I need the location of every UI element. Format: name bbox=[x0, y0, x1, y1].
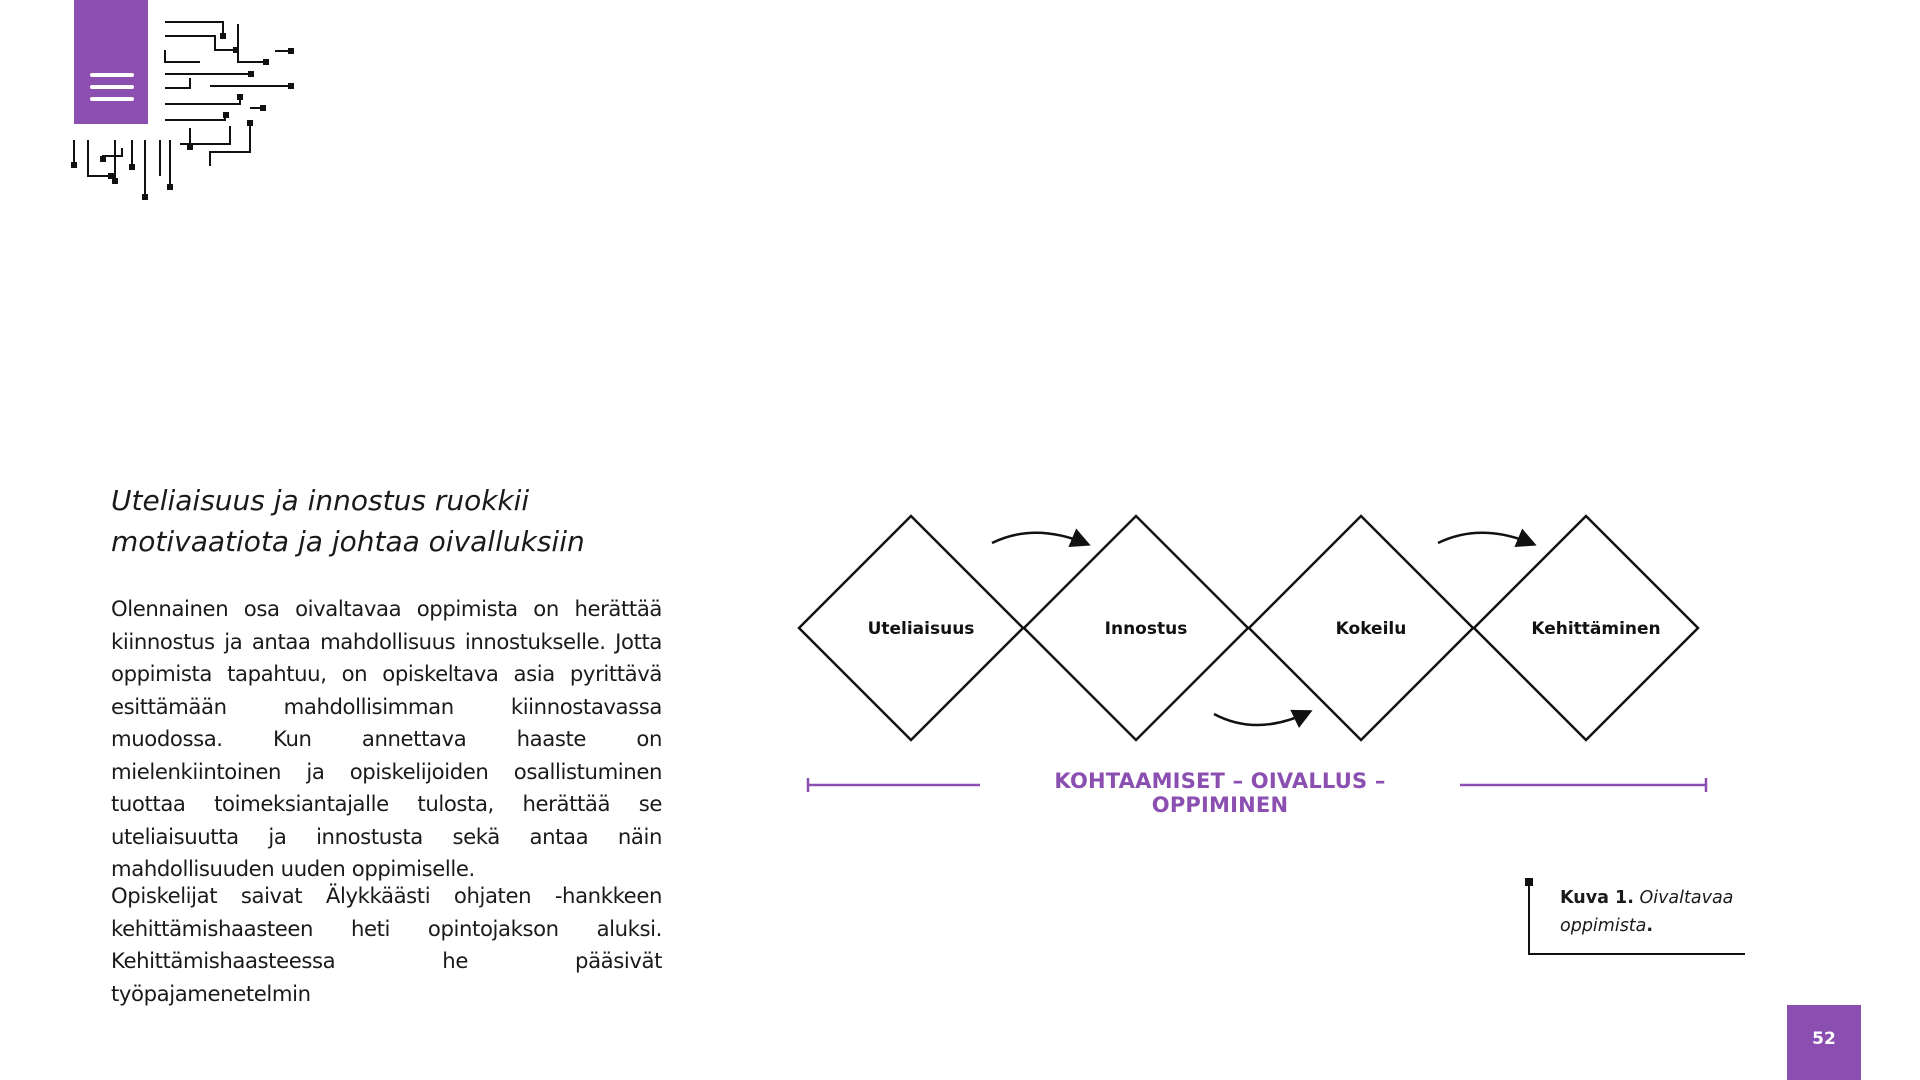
circuit-pattern-icon bbox=[70, 16, 310, 216]
axis-label: KOHTAAMISET – OIVALLUS – OPPIMINEN bbox=[1054, 769, 1386, 817]
stage-label-1: Uteliaisuus bbox=[867, 619, 975, 639]
figure-caption bbox=[1525, 878, 1745, 956]
arrow-icon bbox=[992, 533, 1087, 544]
stage-label-3: Kokeilu bbox=[1335, 619, 1407, 639]
section-heading: Uteliaisuus ja innostus ruokkii motivaatiota ja johtaa oivalluksiin bbox=[111, 484, 585, 558]
body-paragraph-1: Olennainen osa oivaltavaa oppimista on herättää kiinnostus ja antaa mahdollisuus innostukselle. Jotta oppimista tapahtuu, on opiskeltava asia pyrittävä esittämään mahdollisimman kiinnostavassa muodossa. Kun annettava haaste on mielenkiintoinen ja opiskelijoiden osallistuminen tuottaa toimeksiantajalle tulosta, herättää se uteliaisuutta ja innostusta sekä antaa näin mahdollisuuden uuden oppimiselle. bbox=[111, 596, 662, 881]
arrow-icon bbox=[1214, 712, 1309, 725]
arrow-icon bbox=[1438, 533, 1533, 544]
caption-end: . bbox=[1646, 916, 1654, 936]
body-paragraph-2: Opiskelijat saivat Älykkäästi ohjaten -hankkeen kehittämishaasteen heti opintojakson aluksi. Kehittämishaasteessa he pääsivät työpajamenetelmin bbox=[111, 883, 662, 1006]
stage-label-2: Innostus bbox=[1104, 619, 1188, 639]
page-number: 52 bbox=[1812, 1029, 1836, 1049]
page-number-badge bbox=[1787, 1005, 1861, 1080]
learning-process-diagram bbox=[790, 500, 1740, 830]
stage-label-4: Kehittäminen bbox=[1531, 619, 1661, 639]
caption-title: Oivaltavaa oppimista bbox=[1560, 888, 1734, 936]
caption-label: Kuva 1. bbox=[1560, 888, 1634, 908]
